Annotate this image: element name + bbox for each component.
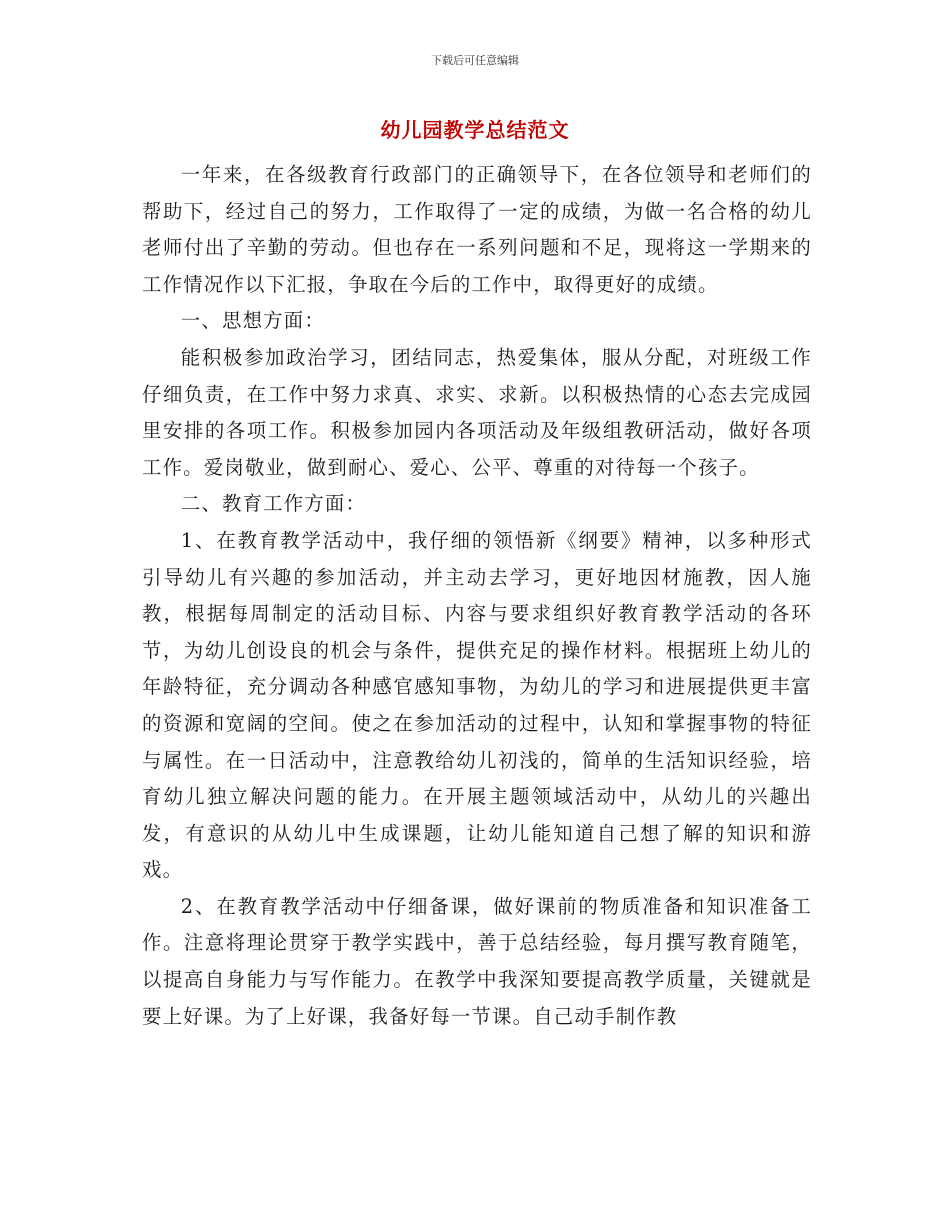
header-note: 下载后可任意编辑: [431, 54, 519, 67]
document-title: 幼儿园教学总结范文: [380, 118, 570, 142]
paragraph-intro: 一年来，在各级教育行政部门的正确领导下，在各位领导和老师们的帮助下，经过自己的努力，工作取得了一定的成绩，为做一名合格的幼儿老师付出了辛勤的劳动。但也存在一系列问题和不足，现将这一学期来的工作情况作以下汇报，争取在今后的工作中，取得更好的成绩。: [142, 163, 812, 296]
paragraph-education-2: 2、在教育教学活动中仔细备课，做好课前的物质准备和知识准备工作。注意将理论贯穿于教学实践中，善于总结经验，每月撰写教育随笔，以提高自身能力与写作能力。在教学中我深知要提高教学质量，关键就是要上好课。为了上好课，我备好每一节课。自己动手制作教: [142, 894, 812, 1028]
paragraph-education-1: 1、在教育教学活动中，我仔细的领悟新《纲要》精神，以多种形式引导幼儿有兴趣的参加活动，并主动去学习，更好地因材施教，因人施教，根据每周制定的活动目标、内容与要求组织好教育教学活动的各环节，为幼儿创设良的机会与条件，提供充足的操作材料。根据班上幼儿的年龄特征，充分调动各种感官感知事物，为幼儿的学习和进展提供更丰富的资源和宽阔的空间。使之在参加活动的过程中，认知和掌握事物的特征与属性。在一日活动中，注意教给幼儿初浅的，简单的生活知识经验，培育幼儿独立解决问题的能力。在开展主题领域活动中，从幼儿的兴趣出发，有意识的从幼儿中生成课题，让幼儿能知道自己想了解的知识和游戏。: [142, 528, 812, 882]
document-body: [142, 157, 812, 1035]
section-heading-thought: 一、思想方面：: [180, 309, 325, 333]
section-heading-education: 二、教育工作方面：: [180, 492, 367, 516]
paragraph-thought: 能积极参加政治学习，团结同志，热爱集体，服从分配，对班级工作仔细负责，在工作中努力求真、求实、求新。以积极热情的心态去完成园里安排的各项工作。积极参加园内各项活动及年级组教研活动，做好各项工作。爱岗敬业，做到耐心、爱心、公平、尊重的对待每一个孩子。: [142, 345, 812, 479]
